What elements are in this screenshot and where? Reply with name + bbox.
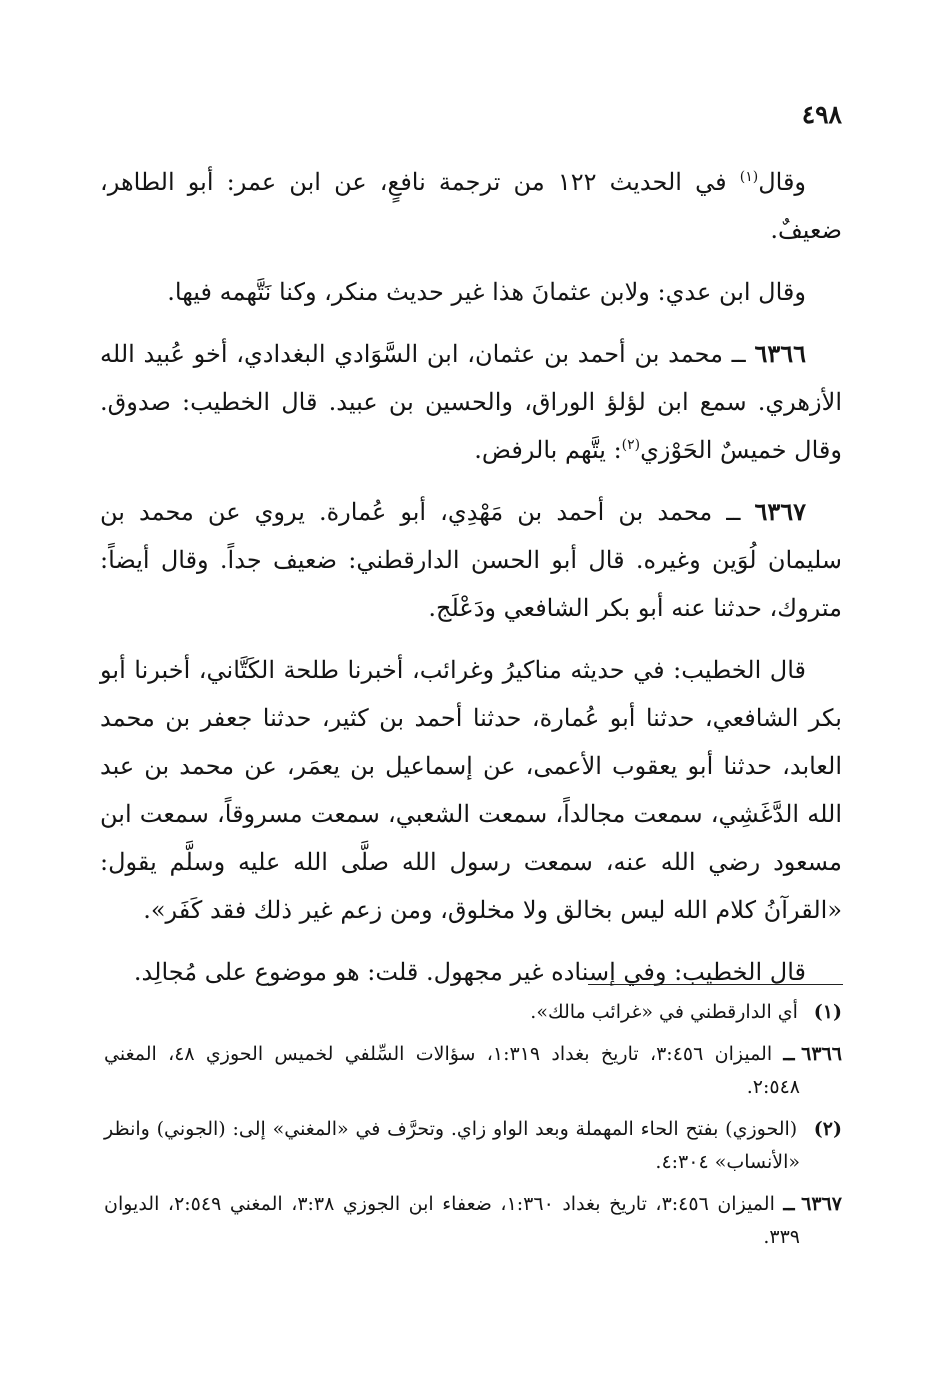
paragraph-lead: وقال — [758, 168, 806, 196]
paragraph-khatib-verdict — [100, 948, 842, 996]
footnote-key: ٦٣٦٧ ــ — [783, 1193, 842, 1215]
footnote-2 — [104, 1113, 842, 1179]
paragraph-text: ــ محمد بن أحمد بن عثمان، ابن السَّوَادي البغدادي، أخو عُبيد الله الأزهري. سمع ابن لؤلؤ الوراق، والحسين بن عبيد. قال الخطيب: صدوق. وقال خميسٌ الحَوْزي — [100, 340, 843, 464]
page-number: ٤٩٨ — [801, 100, 842, 129]
footnote-ref-2: (٢) — [621, 437, 641, 453]
paragraph-text: قال الخطيب: وفي إسناده غير مجهول. قلت: هو موضوع على مُجالِد. — [133, 958, 806, 986]
footnote-text: الميزان ٣:٤٥٦، تاريخ بغداد ١:٣١٩، سؤالات السِّلفي لخميس الحوزي ٤٨، المغني ٢:٥٤٨. — [104, 1043, 800, 1098]
entry-number: ٦٣٦٦ — [754, 339, 806, 368]
footnote-key: (٢) — [813, 1118, 842, 1140]
footnote-key: ٦٣٦٦ ــ — [783, 1043, 842, 1065]
footnote-text: الميزان ٣:٤٥٦، تاريخ بغداد ١:٣٦٠، ضعفاء ابن الجوزي ٣:٣٨، المغني ٢:٥٤٩، الديوان ٣٣٩. — [104, 1193, 800, 1248]
footnote-ref-1: (١) — [739, 169, 759, 185]
paragraph-khatib-chain — [100, 646, 842, 934]
footnote-text: أي الدارقطني في «غرائب مالك». — [530, 1001, 798, 1023]
entry-6367 — [100, 488, 842, 632]
footnote-key: (١) — [813, 1001, 842, 1023]
footnote-6366 — [104, 1038, 842, 1104]
paragraph-quote-ibn-umar — [100, 158, 842, 254]
footnotes — [104, 996, 842, 1263]
paragraph-text: وقال ابن عدي: ولابن عثمانَ هذا غير حديث منكر، وكنا نَتَّهمه فيها. — [167, 278, 806, 306]
paragraph-text: في الحديث ١٢٢ من ترجمة نافعٍ، عن ابن عمر: أبو الطاهر، ضعيفٌ. — [100, 168, 842, 244]
paragraph-text: قال الخطيب: في حديثه مناكيرُ وغرائب، أخبرنا طلحة الكَتَّاني، أخبرنا أبو بكر الشافعي، حدثنا أبو عُمارة، حدثنا أحمد بن كثير، حدثنا جعفر بن محمد العابد، حدثنا أبو يعقوب الأعمى، عن إسماعيل بن يعمَر، عن محمد بن عبد الله الدَّغَشِي، سمعت مجالداً، سمعت الشعبي، سمعت مسروقاً، سمعت ابن مسعود رضي الله عنه، سمعت رسول الله صلَّى الله عليه وسلَّم يقول: «القرآنُ كلام الله ليس بخالق ولا مخلوق، ومن زعم غير ذلك فقد كَفَر». — [100, 656, 842, 924]
footnote-divider — [588, 984, 843, 985]
entry-number: ٦٣٦٧ — [754, 497, 806, 526]
paragraph-text: ــ محمد بن أحمد بن مَهْدِي، أبو عُمارة. يروي عن محمد بن سليمان لُوَين وغيره. قال أبو الحسن الدارقطني: ضعيف جداً. وقال أيضاً: متروك، حدثنا عنه أبو بكر الشافعي ودَعْلَج. — [100, 498, 842, 622]
footnote-text: (الحوزي) بفتح الحاء المهملة وبعد الواو زاي. وتحرَّف في «المغني» إلى: (الجوني) وانظر «الأنساب» ٤:٣٠٤. — [104, 1118, 800, 1173]
paragraph-ibn-adi — [100, 268, 842, 316]
paragraph-tail: : يتَّهم بالرفض. — [474, 436, 622, 464]
footnote-6367 — [104, 1188, 842, 1254]
main-text — [100, 158, 842, 1010]
footnote-1 — [104, 996, 842, 1029]
entry-6366 — [100, 330, 842, 474]
